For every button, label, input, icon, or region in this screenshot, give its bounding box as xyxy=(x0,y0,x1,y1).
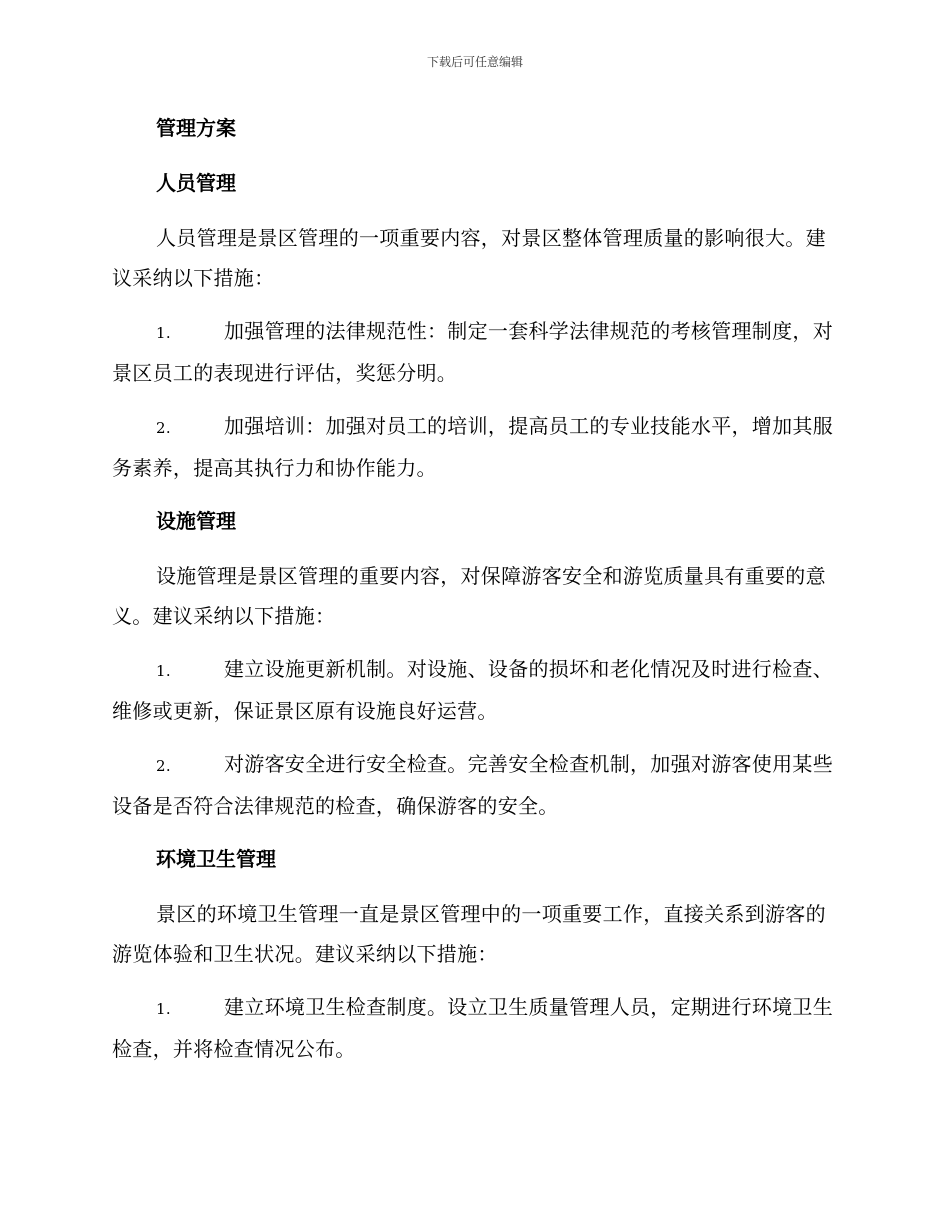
list-item-number: 1. xyxy=(156,1000,171,1018)
list-item-text: 建立设施更新机制。对设施、设备的损坏和老化情况及时进行检查、维修或更新，保证景区原有设施良好运营。 xyxy=(112,657,833,723)
list-item-number: 1. xyxy=(156,662,171,680)
section-heading-personnel: 人员管理 xyxy=(156,171,236,195)
list-item-text: 建立环境卫生检查制度。设立卫生质量管理人员，定期进行环境卫生检查，并将检查情况公布。 xyxy=(112,995,833,1061)
list-item xyxy=(112,649,834,731)
list-item-number: 2. xyxy=(156,757,171,775)
section-heading-sanitation: 环境卫生管理 xyxy=(156,847,276,871)
section-heading-facilities: 设施管理 xyxy=(156,509,236,533)
list-item xyxy=(112,987,834,1069)
list-item-number: 2. xyxy=(156,419,171,437)
section-intro-sanitation: 景区的环境卫生管理一直是景区管理中的一项重要工作，直接关系到游客的游览体验和卫生状况。建议采纳以下措施： xyxy=(112,902,826,966)
document-body xyxy=(112,108,834,1082)
list-item-text: 加强培训：加强对员工的培训，提高员工的专业技能水平，增加其服务素养，提高其执行力和协作能力。 xyxy=(112,414,833,480)
list-item-text: 对游客安全进行安全检查。完善安全检查机制，加强对游客使用某些设备是否符合法律规范的检查，确保游客的安全。 xyxy=(112,752,833,818)
section-intro-personnel: 人员管理是景区管理的一项重要内容，对景区整体管理质量的影响很大。建议采纳以下措施： xyxy=(112,226,826,290)
list-item-text: 加强管理的法律规范性：制定一套科学法律规范的考核管理制度，对景区员工的表现进行评估，奖惩分明。 xyxy=(112,319,833,385)
list-item xyxy=(112,311,834,393)
page-header-note: 下载后可任意编辑 xyxy=(426,55,523,69)
list-item xyxy=(112,744,834,826)
document-title: 管理方案 xyxy=(156,116,236,140)
list-item-number: 1. xyxy=(156,324,171,342)
section-intro-facilities: 设施管理是景区管理的重要内容，对保障游客安全和游览质量具有重要的意义。建议采纳以下措施： xyxy=(112,564,826,628)
list-item xyxy=(112,406,834,488)
